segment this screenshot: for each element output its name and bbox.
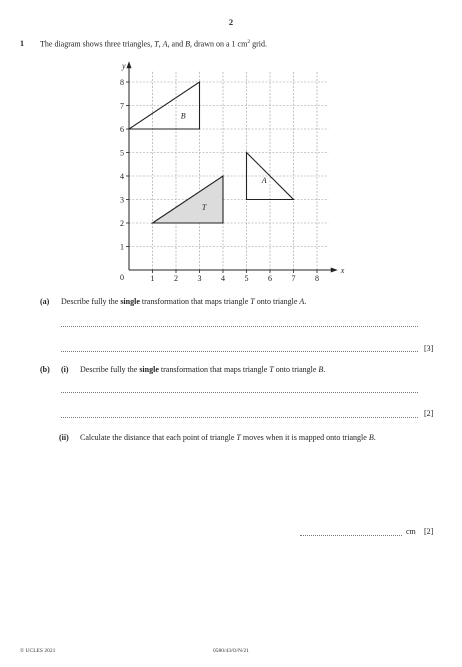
part-b-i-bold: single [139, 365, 159, 374]
part-b-ii-text-seg: Calculate the distance that each point of triangle [80, 433, 237, 442]
y-tick-label: 4 [120, 172, 124, 181]
x-tick-label: 8 [315, 274, 319, 283]
part-b-ii-text [80, 433, 376, 442]
part-b-ii-label: (ii) [59, 433, 69, 442]
y-tick-label: 5 [120, 148, 124, 158]
part-a-bold: single [120, 297, 140, 306]
part-b-i-answer-line-1[interactable] [61, 392, 418, 393]
y-axis-label: y [122, 61, 126, 71]
y-tick-label: 2 [120, 219, 124, 228]
triangle-t [153, 176, 224, 223]
triangle-label-t: T [201, 203, 207, 213]
x-axis-label: x [340, 266, 345, 275]
part-b-i-b: B [318, 365, 324, 374]
page-number: 2 [228, 17, 234, 27]
intro-b: B [185, 39, 190, 49]
y-axis-arrow [127, 61, 132, 68]
intro-superscript: 2 [247, 39, 251, 45]
part-b-i-text [80, 365, 325, 374]
part-b-label: (b) [40, 365, 50, 374]
part-b-ii-b: B [368, 433, 374, 442]
part-a-text-seg: transformation that maps triangle [139, 297, 251, 306]
y-tick-label: 1 [120, 242, 124, 252]
x-tick-label: 4 [221, 274, 225, 283]
y-tick-label: 7 [120, 101, 124, 111]
part-b-i-t: T [269, 365, 274, 374]
part-b-i-answer-line-2[interactable] [61, 417, 418, 418]
part-a-a: A [299, 297, 305, 306]
part-b-i-text-seg: onto triangle [273, 365, 319, 374]
part-b-ii-t: T [236, 433, 241, 442]
footer-paper-code: 0580/43/O/N/21 [212, 648, 250, 654]
x-tick-label: 5 [244, 274, 249, 283]
x-tick-label: 7 [291, 274, 296, 283]
x-tick-label: 2 [174, 274, 178, 283]
x-tick-label: 1 [150, 274, 155, 283]
part-b-i-text-seg: Describe fully the [80, 365, 140, 374]
intro-t: T [154, 39, 159, 49]
triangle-label-b: B [180, 111, 186, 121]
part-a-marks: [3] [424, 344, 434, 353]
part-b-ii-answer-line[interactable] [300, 535, 402, 536]
part-a-label: (a) [40, 297, 50, 306]
intro-text: The diagram shows three triangles, [40, 39, 155, 49]
origin-label: 0 [120, 273, 124, 282]
part-a-text-seg: Describe fully the [61, 297, 121, 306]
part-a-text-seg: onto triangle [254, 297, 300, 306]
part-a-answer-line-2[interactable] [61, 351, 418, 352]
part-b-ii-text-seg: moves when it is mapped onto triangle [240, 433, 369, 442]
part-b-ii-text-seg: . [373, 433, 376, 442]
triangle-label-a: A [261, 176, 267, 186]
x-axis-arrow [331, 268, 338, 273]
y-tick-label: 6 [120, 125, 124, 134]
coordinate-grid-diagram [110, 61, 345, 285]
footer-copyright: © UCLES 2021 [20, 648, 56, 654]
part-b-i-marks: [2] [424, 409, 434, 418]
part-a-answer-line-1[interactable] [61, 326, 418, 327]
question-intro [40, 39, 267, 49]
part-b-ii-unit: cm [406, 527, 416, 536]
part-b-ii-marks: [2] [424, 527, 434, 536]
part-a-text-seg: . [304, 297, 307, 306]
question-number: 1 [20, 39, 24, 48]
part-b-i-text-seg: . [323, 365, 326, 374]
intro-text: , and [167, 39, 186, 49]
part-a-t: T [250, 297, 255, 306]
intro-text: , drawn on a 1 cm [189, 39, 248, 49]
intro-text: , [158, 39, 163, 49]
part-a-text [61, 297, 306, 306]
part-b-i-text-seg: transformation that maps triangle [158, 365, 270, 374]
x-tick-label: 3 [197, 274, 202, 283]
x-tick-label: 6 [268, 274, 272, 283]
intro-a: A [162, 39, 168, 49]
y-tick-label: 3 [120, 195, 124, 205]
intro-text: grid. [250, 39, 267, 49]
part-b-i-label: (i) [61, 365, 69, 374]
y-tick-label: 8 [120, 78, 124, 87]
